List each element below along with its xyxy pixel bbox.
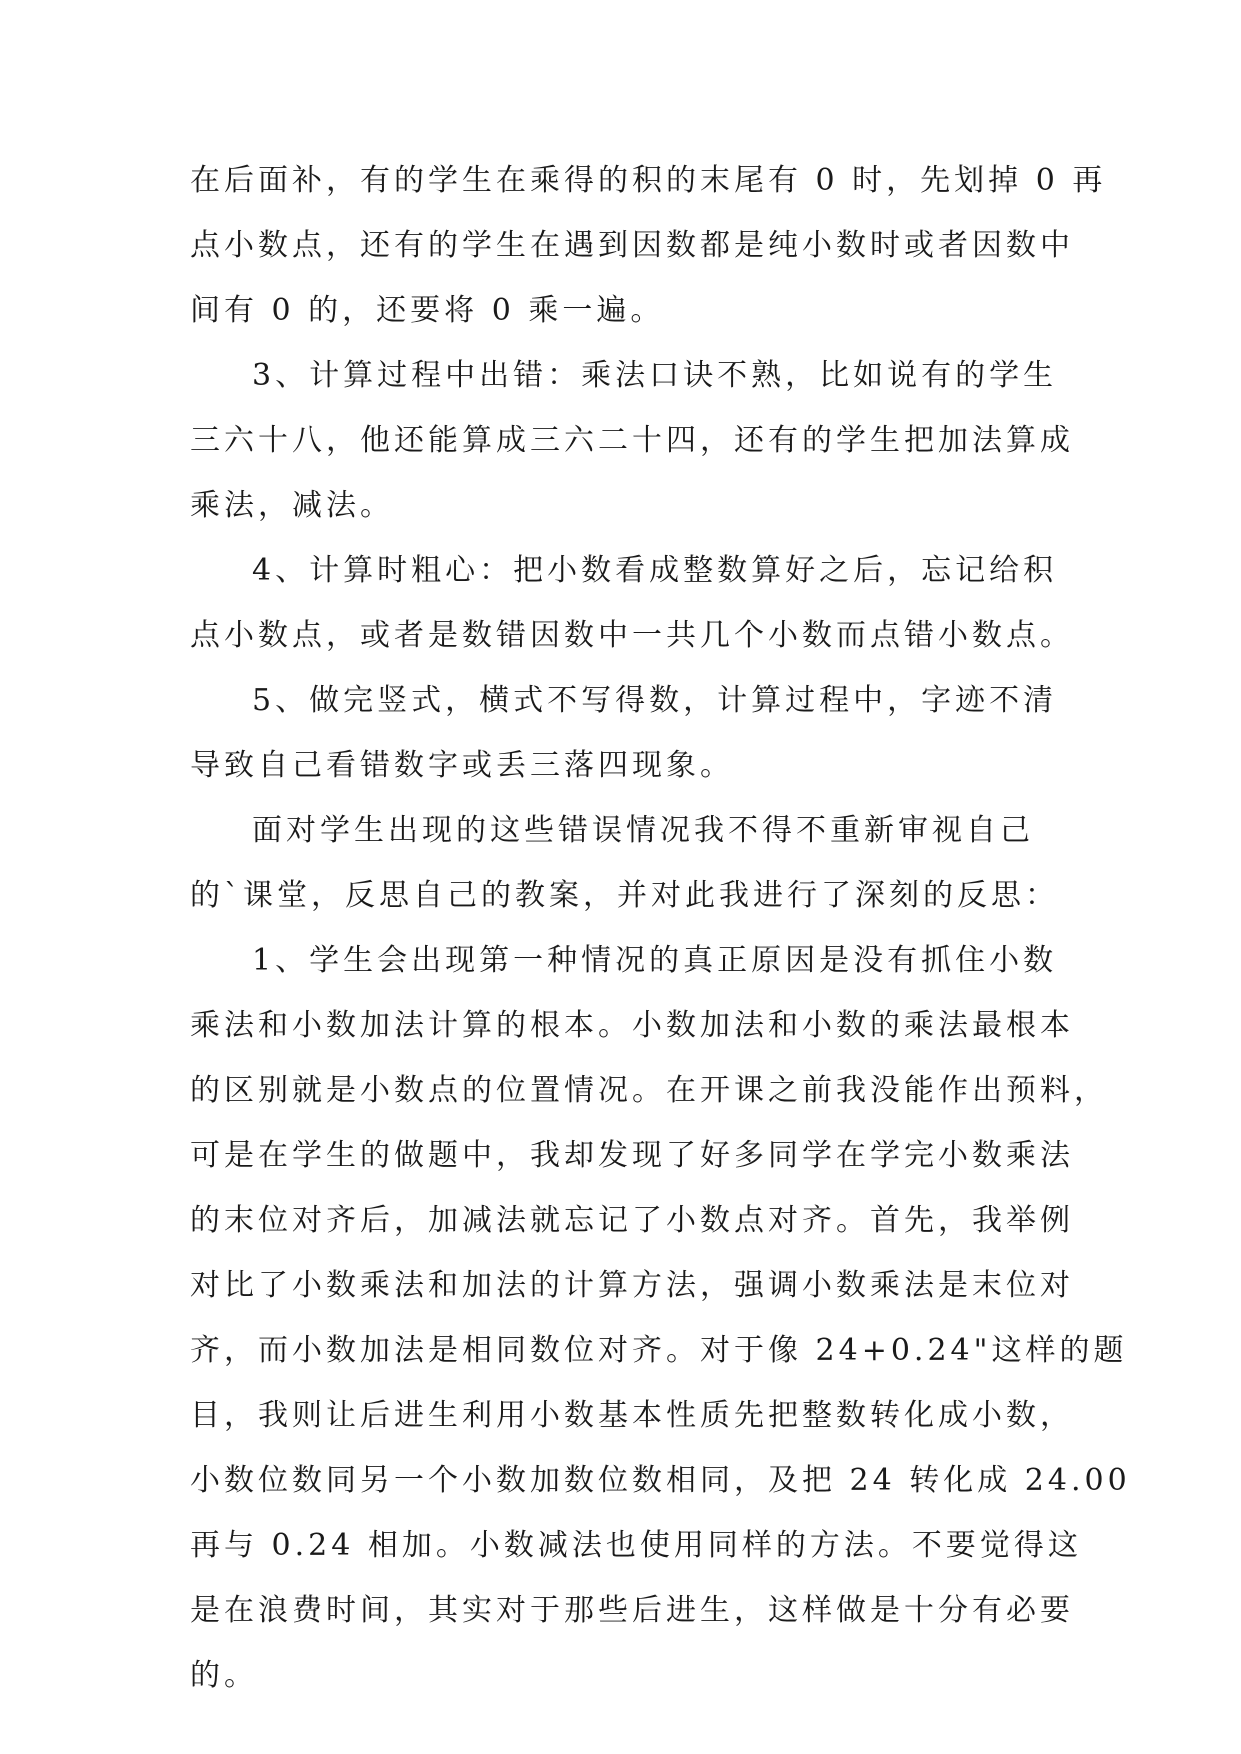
text-line: 三六十八，他还能算成三六二十四，还有的学生把加法算成 — [190, 423, 1074, 458]
text-line: 3、计算过程中出错：乘法口诀不熟，比如说有的学生 — [252, 358, 1058, 393]
text-line: 面对学生出现的这些错误情况我不得不重新审视自己 — [252, 813, 1034, 848]
text-line: 的`课堂，反思自己的教案，并对此我进行了深刻的反思： — [190, 878, 1059, 913]
text-line: 乘法和小数加法计算的根本。小数加法和小数的乘法最根本 — [190, 1008, 1074, 1043]
text-line: 在后面补，有的学生在乘得的积的末尾有 0 时，先划掉 0 再 — [190, 163, 1107, 198]
text-line: 是在浪费时间，其实对于那些后进生，这样做是十分有必要 — [190, 1593, 1074, 1628]
text-line: 再与 0.24 相加。小数减法也使用同样的方法。不要觉得这 — [190, 1528, 1082, 1563]
text-line: 的末位对齐后，加减法就忘记了小数点对齐。首先，我举例 — [190, 1203, 1074, 1238]
text-line: 1、学生会出现第一种情况的真正原因是没有抓住小数 — [252, 943, 1058, 978]
text-line: 齐，而小数加法是相同数位对齐。对于像 24+0.24"这样的题 — [190, 1333, 1128, 1368]
text-line: 点小数点，还有的学生在遇到因数都是纯小数时或者因数中 — [190, 228, 1074, 263]
text-line: 4、计算时粗心：把小数看成整数算好之后，忘记给积 — [252, 553, 1058, 588]
text-line: 可是在学生的做题中，我却发现了好多同学在学完小数乘法 — [190, 1138, 1074, 1173]
text-line: 的区别就是小数点的位置情况。在开课之前我没能作出预料， — [190, 1073, 1108, 1108]
body-text — [190, 163, 1131, 1723]
text-line: 点小数点，或者是数错因数中一共几个小数而点错小数点。 — [190, 618, 1074, 653]
text-line: 5、做完竖式，横式不写得数，计算过程中，字迹不清 — [252, 683, 1058, 718]
text-line: 目，我则让后进生利用小数基本性质先把整数转化成小数， — [190, 1398, 1074, 1433]
text-line: 乘法，减法。 — [190, 488, 394, 523]
text-line: 对比了小数乘法和加法的计算方法，强调小数乘法是末位对 — [190, 1268, 1074, 1303]
text-line: 间有 0 的，还要将 0 乘一遍。 — [190, 293, 665, 328]
text-line: 小数位数同另一个小数加数位数相同，及把 24 转化成 24.00 — [190, 1463, 1131, 1498]
text-line: 导致自己看错数字或丢三落四现象。 — [190, 748, 734, 783]
text-line: 的。 — [190, 1658, 258, 1693]
